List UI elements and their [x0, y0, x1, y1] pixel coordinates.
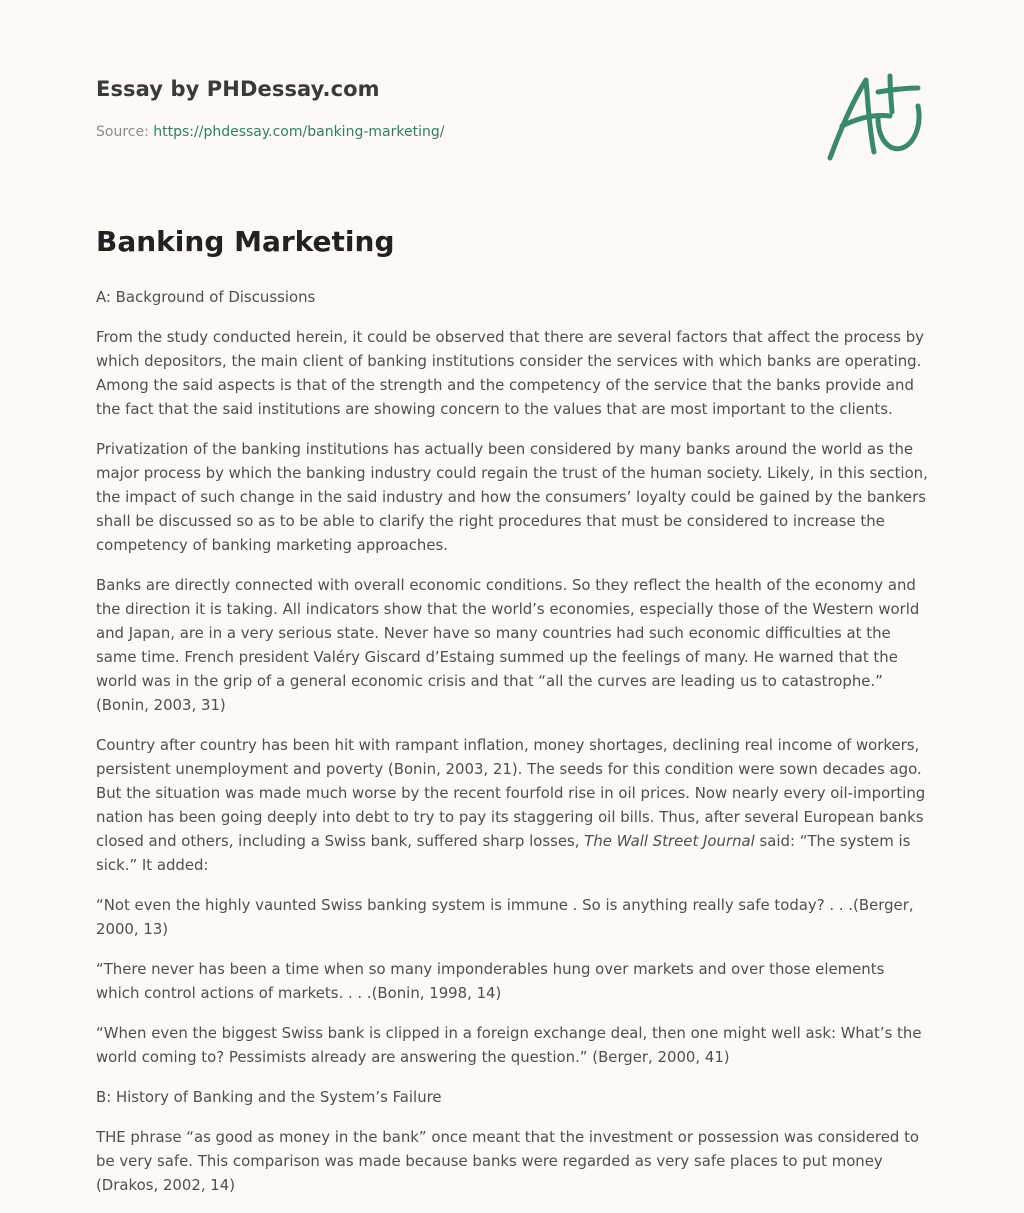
quote-2: “There never has been a time when so many imponderables hung over markets and over those elements which control actions of markets. . . .(Bonin, 1998, 14) [96, 960, 885, 1002]
a-plus-logo-icon [818, 66, 930, 166]
paragraph-4 [96, 733, 932, 877]
quote-3: “When even the biggest Swiss bank is clipped in a foreign exchange deal, then one might well ask: What’s the world coming to? Pessimists already are answering the question.” (Berger, 2000, 41) [96, 1024, 922, 1066]
essay-body [96, 285, 932, 1213]
paragraph-1: From the study conducted herein, it could be observed that there are several factors that affect the process by which depositors, the main client of banking institutions consider the services with which banks are operating. Among the said aspects is that of the strength and the competency of the service that the banks provide and the fact that the said institutions are showing concern to the values that are most important to the clients. [96, 328, 924, 418]
source-label: Source: [96, 124, 149, 140]
paragraph-4-text-after: said: “The system is sick.” It added: [96, 832, 911, 874]
section-heading-a: A: Background of Discussions [96, 288, 316, 306]
paragraph-3: Banks are directly connected with overall economic conditions. So they reflect the health of the economy and the direction it is taking. All indicators show that the world’s economies, especially those of the Western world and Japan, are in a very serious state. Never have so many countries had such economic difficulties at the same time. French president Valéry Giscard d’Estaing summed up the feelings of many. He warned that the world was in the grip of a general economic crisis and that “all the curves are leading us to catastrophe.” (Bonin, 2003, 31) [96, 576, 920, 714]
quote-1: “Not even the highly vaunted Swiss banking system is immune . So is anything really safe today? . . .(Berger, 2000, 13) [96, 896, 914, 938]
paragraph-4-text-before: Country after country has been hit with rampant inflation, money shortages, declining real income of workers, persistent unemployment and poverty (Bonin, 2003, 21). The seeds for this condition were sown decades ago. But the situation was made much worse by the recent fourfold rise in oil prices. Now nearly every oil-importing nation has been going deeply into debt to try to pay its staggering oil bills. Thus, after several European banks closed and others, including a Swiss bank, suffered sharp losses, [96, 736, 926, 850]
site-title: Essay by PHDessay.com [96, 77, 380, 101]
source-line [96, 124, 444, 140]
journal-title: The Wall Street Journal [584, 832, 755, 850]
essay-title: Banking Marketing [96, 225, 395, 258]
section-heading-b: B: History of Banking and the System’s Failure [96, 1088, 442, 1106]
source-link[interactable]: https://phdessay.com/banking-marketing/ [153, 124, 445, 140]
paragraph-2: Privatization of the banking institutions has actually been considered by many banks around the world as the major process by which the banking industry could regain the trust of the human society. Likely, in this section, the impact of such change in the said industry and how the consumers’ loyalty could be gained by the bankers shall be discussed so as to be able to clarify the right procedures that must be considered to increase the competency of banking marketing approaches. [96, 440, 928, 554]
paragraph-5: THE phrase “as good as money in the bank” once meant that the investment or possession was considered to be very safe. This comparison was made because banks were regarded as very safe places to put money (Drakos, 2002, 14) [96, 1128, 920, 1194]
